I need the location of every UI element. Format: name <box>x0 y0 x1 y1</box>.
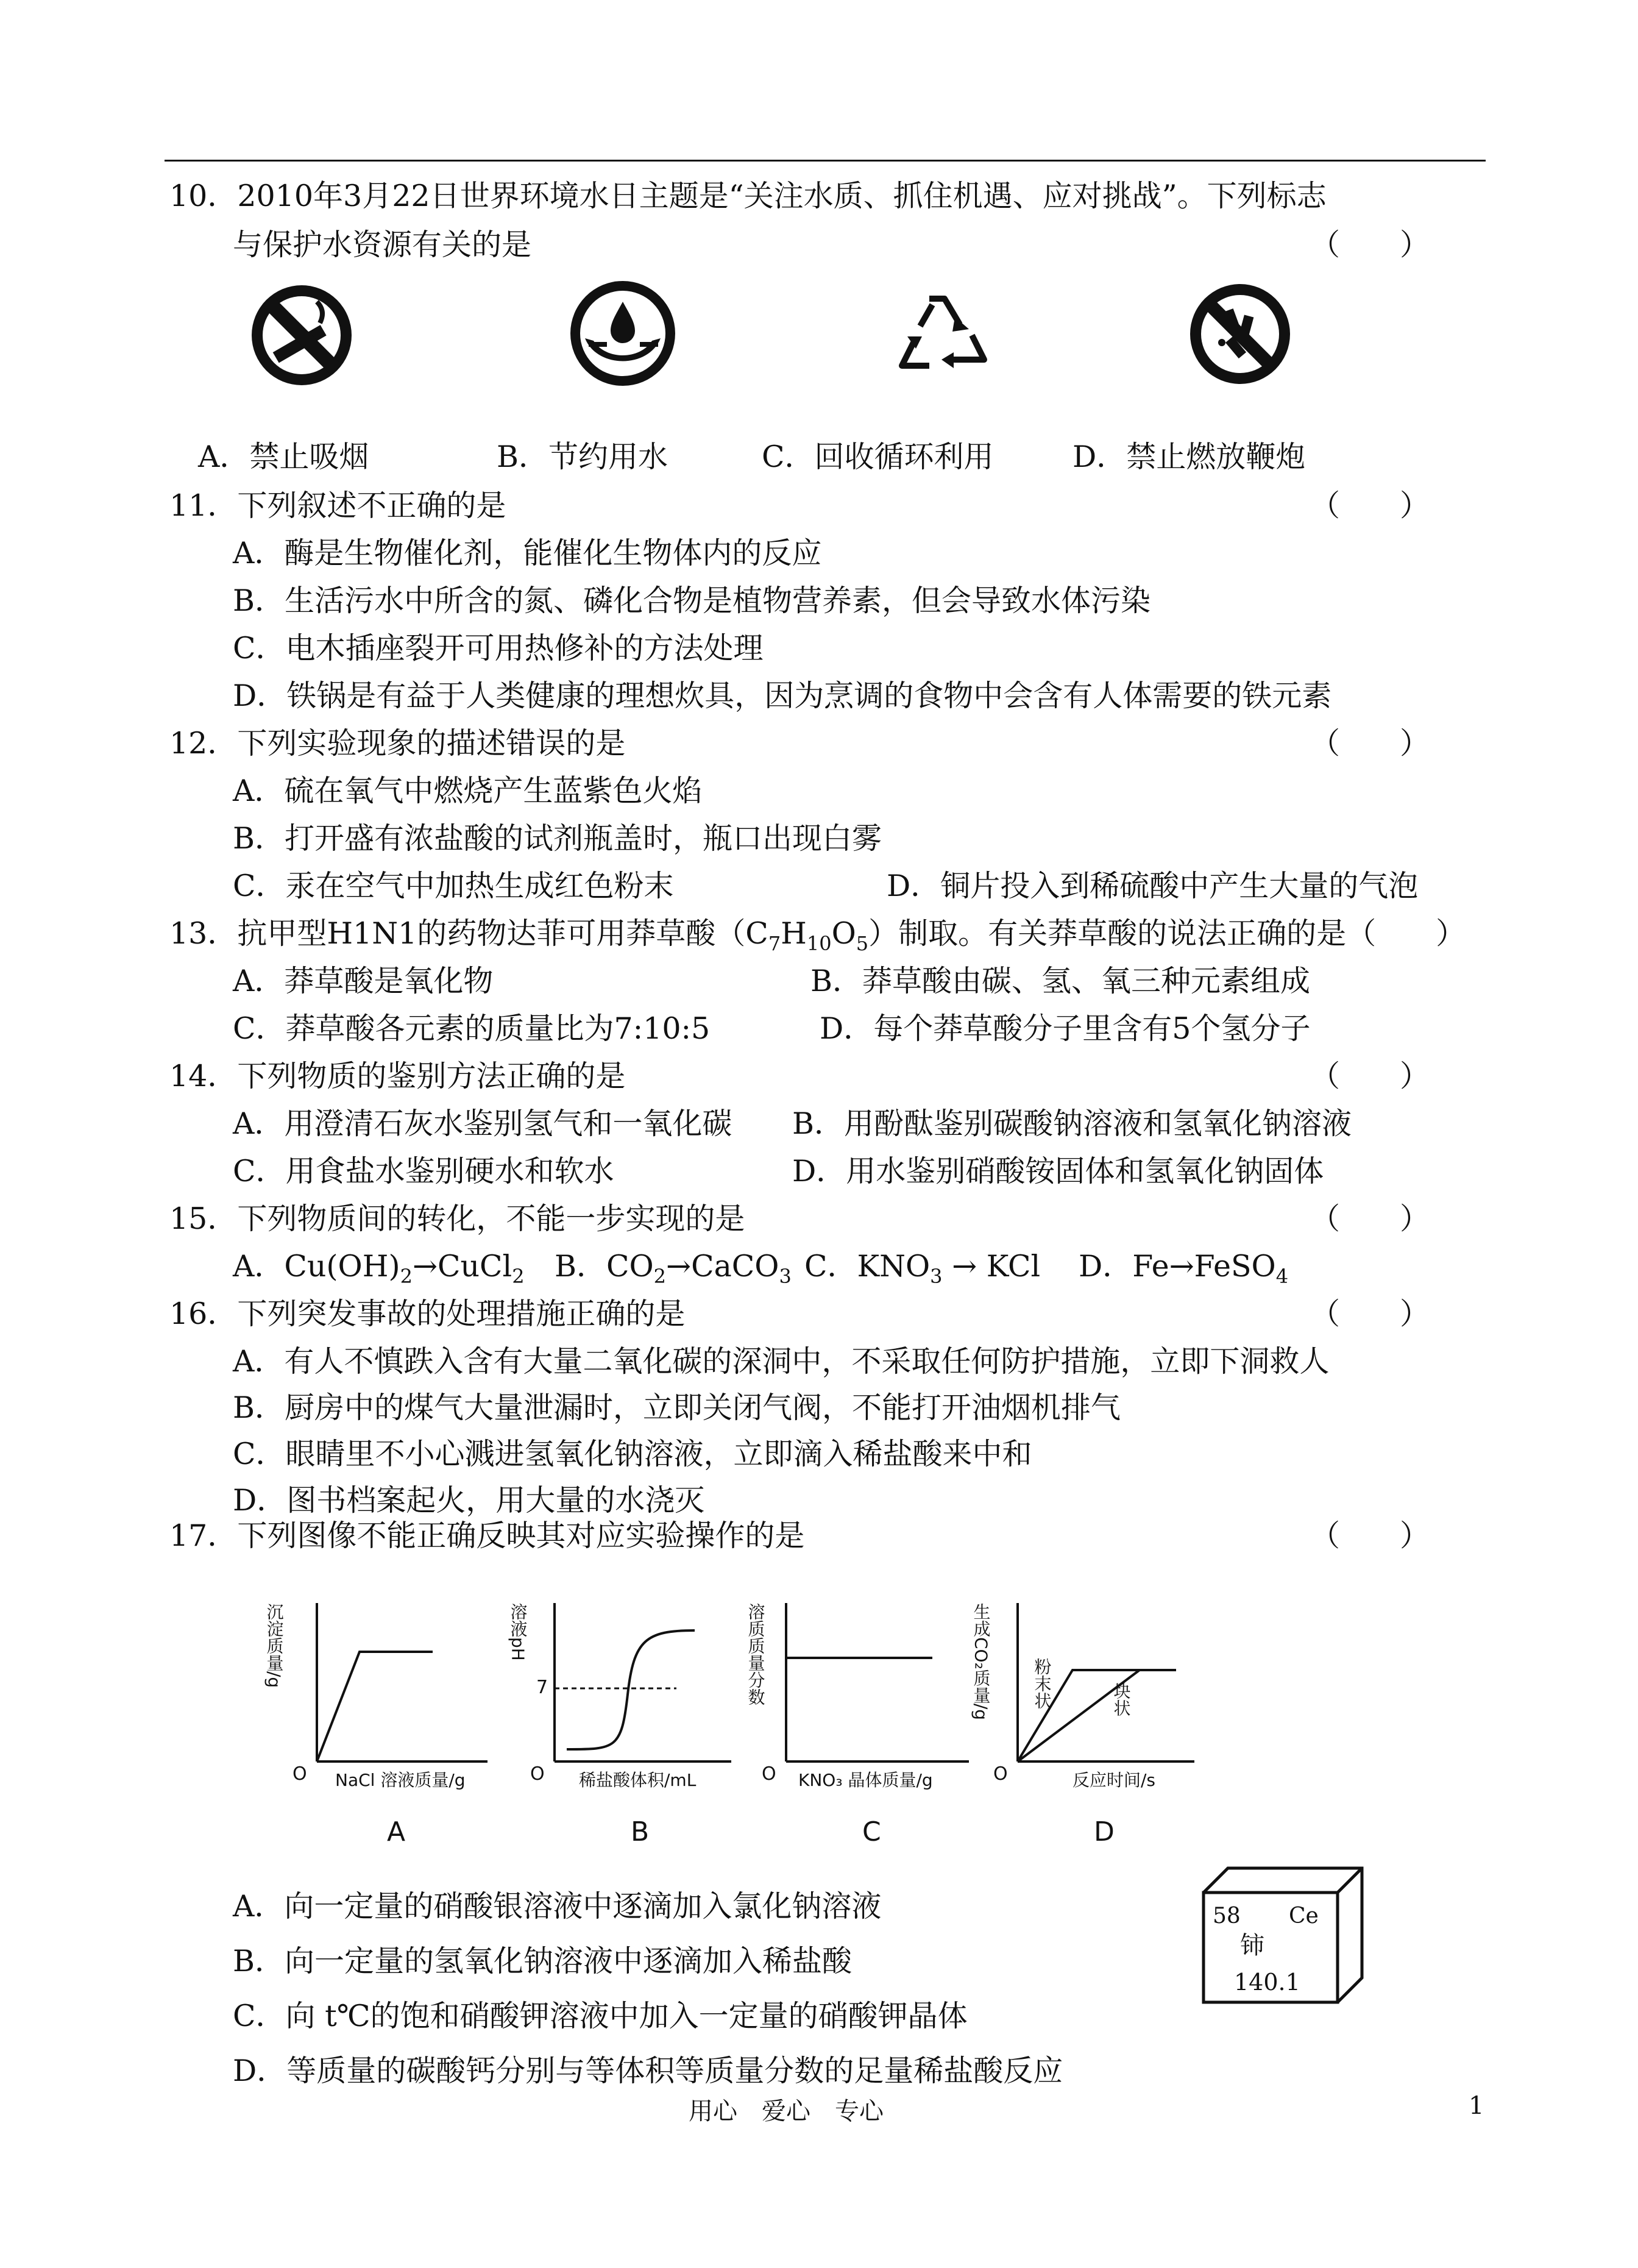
q17-graph-figure <box>264 1579 1219 1847</box>
q11-answer-paren: （ ） <box>1310 488 1430 523</box>
graph-b <box>508 1603 732 1847</box>
graph-c <box>746 1603 970 1847</box>
graph-d-label: D <box>1094 1816 1115 1847</box>
graph-d-curve2-label: 块状 <box>1111 1682 1132 1716</box>
q12-option-b: B．打开盛有浓盐酸的试剂瓶盖时，瓶口出现白雾 <box>233 821 882 856</box>
q15-option-c: C．$KNO_3$ → KCl <box>804 1249 1041 1288</box>
element-symbol: Ce <box>1289 1904 1319 1929</box>
q16-option-b: B．厨房中的煤气大量泄漏时，立即关闭气阀，不能打开油烟机排气 <box>233 1390 1121 1425</box>
q17-answer-paren: （ ） <box>1310 1518 1430 1553</box>
graph-d-xlabel: 反应时间/s <box>1072 1770 1156 1790</box>
q10-stem-line1: 10．2010年3月22日世界环境水日主题是“关注水质、抓住机遇、应对挑战”。下列标志 <box>169 179 1327 213</box>
q10-option-c: C．回收循环利用 <box>762 439 994 474</box>
q17-option-b: B．向一定量的氢氧化钠溶液中逐滴加入稀盐酸 <box>233 1944 853 1978</box>
graph-b-ref: 7 <box>536 1677 548 1698</box>
q15-stem: 15．下列物质间的转化，不能一步实现的是 <box>169 1201 745 1236</box>
page-footer: 用心 爱心 专心 <box>689 2097 884 2125</box>
no-smoking-icon <box>247 280 356 390</box>
water-saving-icon <box>567 277 679 390</box>
graph-a <box>264 1603 488 1847</box>
graph-d <box>971 1603 1195 1847</box>
q13-option-c: C．莽草酸各元素的质量比为7:10:5 <box>233 1011 711 1046</box>
q16-stem: 16．下列突发事故的处理措施正确的是 <box>169 1296 686 1331</box>
q11-stem: 11．下列叙述不正确的是 <box>169 488 506 523</box>
q10-option-b: B．节约用水 <box>497 439 668 474</box>
q17-option-d: D．等质量的碳酸钙分别与等体积等质量分数的足量稀盐酸反应 <box>233 2053 1063 2088</box>
q11-option-b: B．生活污水中所含的氮、磷化合物是植物营养素，但会导致水体污染 <box>233 583 1151 618</box>
recycle-icon <box>887 280 996 384</box>
graph-a-curve <box>317 1652 433 1761</box>
page-number: 1 <box>1469 2092 1484 2120</box>
no-firecrackers-icon <box>1185 279 1295 389</box>
header-rule <box>165 160 1486 162</box>
q14-answer-paren: （ ） <box>1310 1059 1430 1093</box>
q14-option-d: D．用水鉴别硝酸铵固体和氢氧化钠固体 <box>792 1154 1324 1189</box>
q14-stem: 14．下列物质的鉴别方法正确的是 <box>169 1059 626 1093</box>
q16-option-a: A．有人不慎跌入含有大量二氧化碳的深洞中，不采取任何防护措施，立即下洞救人 <box>233 1344 1330 1379</box>
element-mass: 140.1 <box>1234 1969 1300 1996</box>
graph-c-origin: O <box>762 1763 776 1785</box>
q15-option-a: A．$Cu(OH)_2\to CuCl_2$ <box>233 1249 525 1288</box>
graph-a-label: A <box>387 1816 406 1847</box>
graph-b-label: B <box>631 1816 650 1847</box>
q11-option-a: A．酶是生物催化剂，能催化生物体内的反应 <box>233 536 822 571</box>
graph-c-ylabel: 溶质质量分数 <box>745 1603 766 1705</box>
q12-answer-paren: （ ） <box>1310 726 1430 761</box>
q16-option-d: D．图书档案起火，用大量的水浇灭 <box>233 1483 705 1518</box>
q12-stem: 12．下列实验现象的描述错误的是 <box>169 726 626 761</box>
graph-d-curve1-label: 粉末状 <box>1032 1658 1052 1709</box>
graph-b-origin: O <box>530 1763 545 1785</box>
q15-option-b: B．$CO_2\to CaCO_3$ <box>555 1249 792 1288</box>
q13-option-b: B．莽草酸由碳、氢、氧三种元素组成 <box>810 964 1311 998</box>
element-number: 58 <box>1213 1904 1241 1929</box>
q13-option-d: D．每个莽草酸分子里含有5个氢分子 <box>820 1011 1311 1046</box>
q14-option-b: B．用酚酞鉴别碳酸钠溶液和氢氧化钠溶液 <box>792 1106 1352 1141</box>
q14-option-c: C．用食盐水鉴别硬水和软水 <box>233 1154 614 1189</box>
graph-d-ylabel: 生成CO₂质量/g <box>971 1603 991 1721</box>
q16-answer-paren: （ ） <box>1310 1296 1430 1331</box>
q12-option-c: C．汞在空气中加热生成红色粉末 <box>233 869 674 903</box>
q17-option-c: C．向 t℃的饱和硝酸钾溶液中加入一定量的硝酸钾晶体 <box>233 1999 968 2033</box>
element-name: 铈 <box>1240 1932 1264 1960</box>
graph-d-origin: O <box>993 1763 1008 1785</box>
q10-option-d: D．禁止燃放鞭炮 <box>1072 439 1306 474</box>
graph-b-curve <box>567 1630 695 1749</box>
q17-option-a: A．向一定量的硝酸银溶液中逐滴加入氯化钠溶液 <box>233 1889 882 1924</box>
q10-option-a: A．禁止吸烟 <box>198 439 369 474</box>
graph-a-ylabel: 沉淀质量/g <box>264 1603 285 1688</box>
q12-option-d: D．铜片投入到稀硫酸中产生大量的气泡 <box>887 869 1419 903</box>
graph-b-xlabel: 稀盐酸体积/mL <box>579 1770 697 1790</box>
q15-option-d: D．Fe→FeSO$_4$ <box>1079 1249 1289 1288</box>
q10-answer-paren: （ ） <box>1310 227 1430 262</box>
graph-c-xlabel: KNO₃ 晶体质量/g <box>798 1770 933 1790</box>
q13-option-a: A．莽草酸是氧化物 <box>233 964 494 998</box>
q11-option-c: C．电木插座裂开可用热修补的方法处理 <box>233 631 764 666</box>
graph-c-label: C <box>862 1816 881 1847</box>
graph-a-xlabel: NaCl 溶液质量/g <box>335 1770 466 1790</box>
graph-b-ylabel: 溶液pH <box>508 1603 528 1661</box>
q10-stem-line2: 与保护水资源有关的是 <box>233 227 532 262</box>
graph-a-origin: O <box>292 1763 307 1785</box>
q16-option-c: C．眼睛里不小心溅进氢氧化钠溶液，立即滴入稀盐酸来中和 <box>233 1437 1032 1471</box>
q15-answer-paren: （ ） <box>1310 1201 1430 1236</box>
element-cell-cerium <box>1204 1868 1374 2008</box>
q12-option-a: A．硫在氧气中燃烧产生蓝紫色火焰 <box>233 773 703 808</box>
q17-stem: 17．下列图像不能正确反映其对应实验操作的是 <box>169 1518 805 1553</box>
q11-option-d: D．铁锅是有益于人类健康的理想炊具，因为烹调的食物中会含有人体需要的铁元素 <box>233 678 1332 713</box>
q13-stem: 13．抗甲型H1N1的药物达菲可用莽草酸$(C_7H_{10}O_5)$制取。有关莽草酸的说法正确的是（ ） <box>169 916 1466 955</box>
q14-option-a: A．用澄清石灰水鉴别氢气和一氧化碳 <box>233 1106 732 1141</box>
